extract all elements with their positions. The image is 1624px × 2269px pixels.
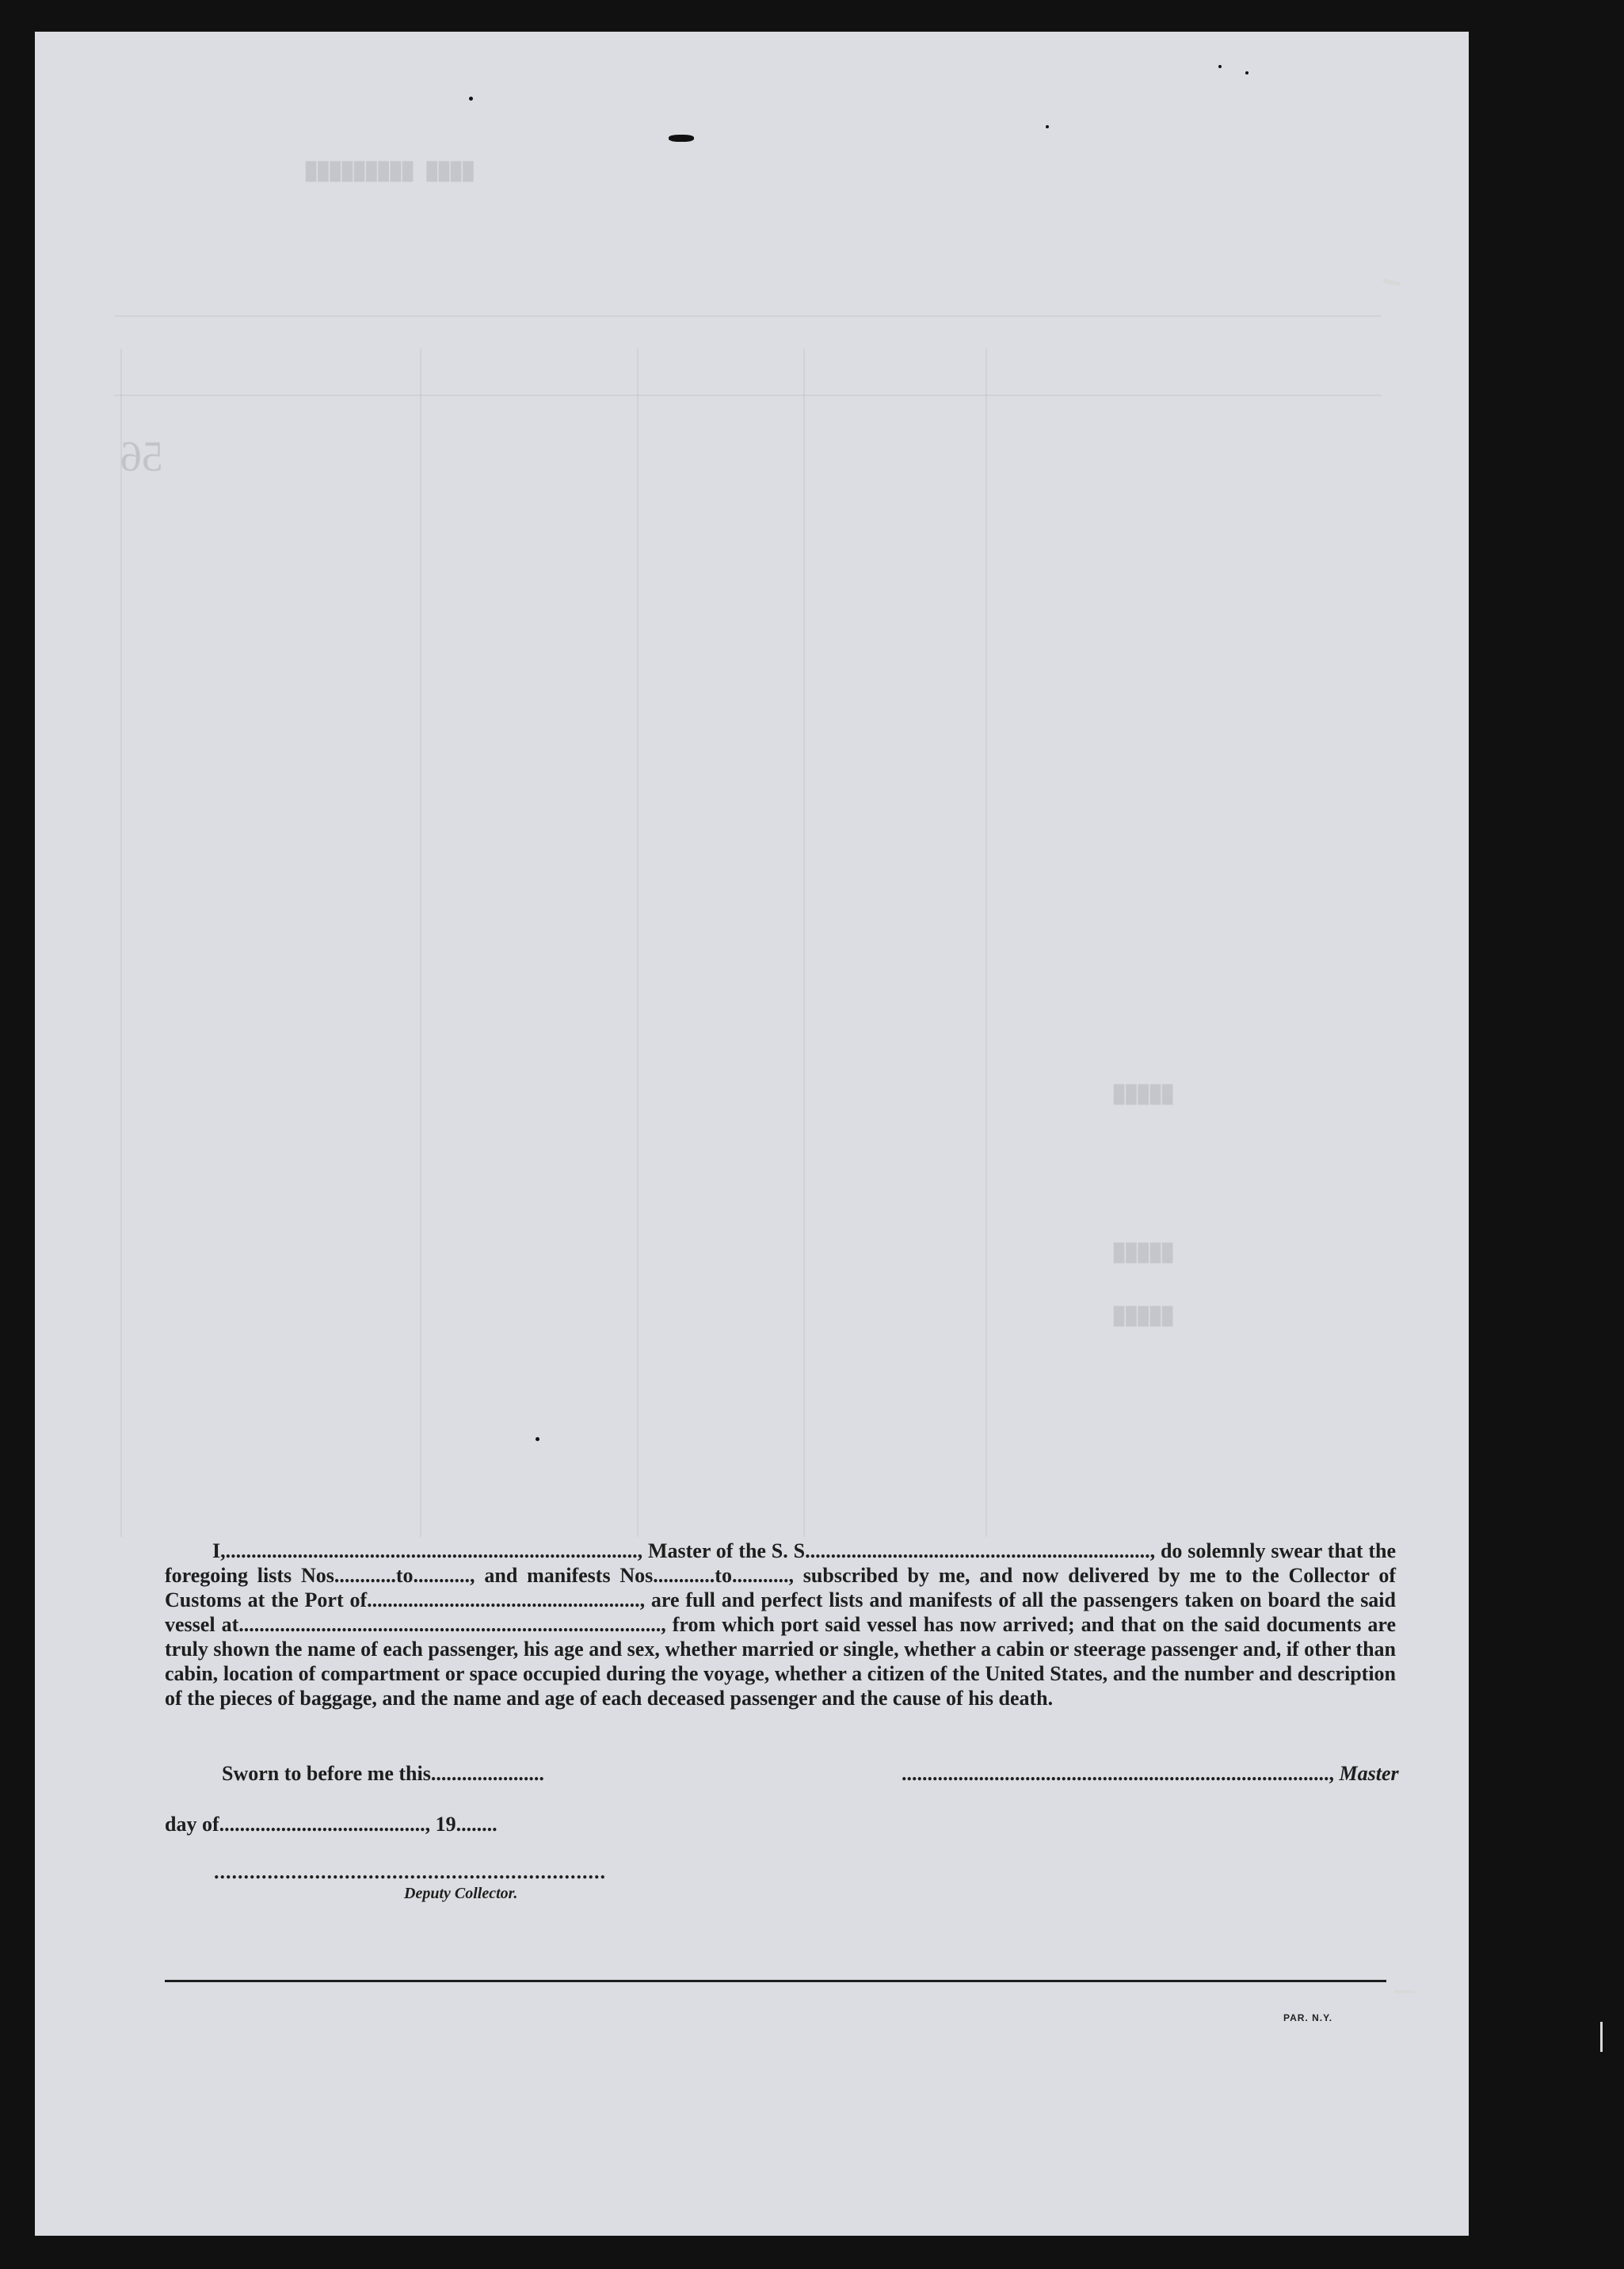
ink-speck xyxy=(469,97,473,101)
day-line: day of........................................, 19........ xyxy=(165,1813,497,1836)
ghost-row-line xyxy=(114,315,1382,317)
document-sheet xyxy=(35,32,1469,2236)
ghost-column-line xyxy=(120,349,122,1537)
printer-mark: PAR. N.Y. xyxy=(1283,2012,1333,2023)
ghost-bleed-text: █████ xyxy=(1112,1307,1173,1327)
deputy-collector-label: Deputy Collector. xyxy=(404,1885,518,1902)
ink-speck xyxy=(1245,71,1248,74)
bottom-rule xyxy=(165,1980,1386,1982)
ink-speck xyxy=(1046,125,1049,128)
ghost-bleed-number: 56 xyxy=(120,433,163,480)
ink-speck xyxy=(536,1437,539,1441)
ghost-bleed-text: █████ xyxy=(1112,1244,1173,1264)
master-signature-line xyxy=(902,1762,1399,1786)
margin-mark xyxy=(1394,1990,1415,1993)
sworn-line: Sworn to before me this...................... xyxy=(222,1762,544,1785)
ink-speck xyxy=(1218,65,1222,68)
ghost-column-line xyxy=(985,349,987,1537)
ghost-column-line xyxy=(637,349,639,1537)
ink-speck xyxy=(669,135,694,142)
ghost-column-line xyxy=(420,349,421,1537)
ghost-bleed-text: ████ █████████ xyxy=(304,162,474,182)
ghost-column-line xyxy=(803,349,805,1537)
master-dots: ..................................................................................., xyxy=(902,1762,1334,1785)
oath-paragraph xyxy=(165,1539,1396,1710)
ghost-row-line xyxy=(114,395,1382,396)
master-label: Master xyxy=(1339,1762,1399,1785)
ghost-bleed-text: █████ xyxy=(1112,1085,1173,1105)
margin-mark xyxy=(1600,2022,1603,2052)
deputy-signature-dots: .................................................................. xyxy=(214,1860,606,1883)
oath-text: I,................................................................................, Master of the S. S..................................................................., do solemnly swear that the foregoing lists Nos............to..........., and manifests Nos............to..........., subscribed by me, and now delivered by me to the Collector of Customs at the Port of....................................................., are full and perfect lists and manifests of all the passengers taken on board the said vessel at.................................................................................., from which port said vessel has now arrived; and that on the said documents are truly shown the name of each passenger, his age and sex, whether married or single, whether a cabin or steerage passenger and, if other than cabin, location of compartment or space occupied during the voyage, whether a citizen of the United States, and the number and description of the pieces of baggage, and the name and age of each deceased passenger and the cause of his death. xyxy=(165,1539,1396,1710)
